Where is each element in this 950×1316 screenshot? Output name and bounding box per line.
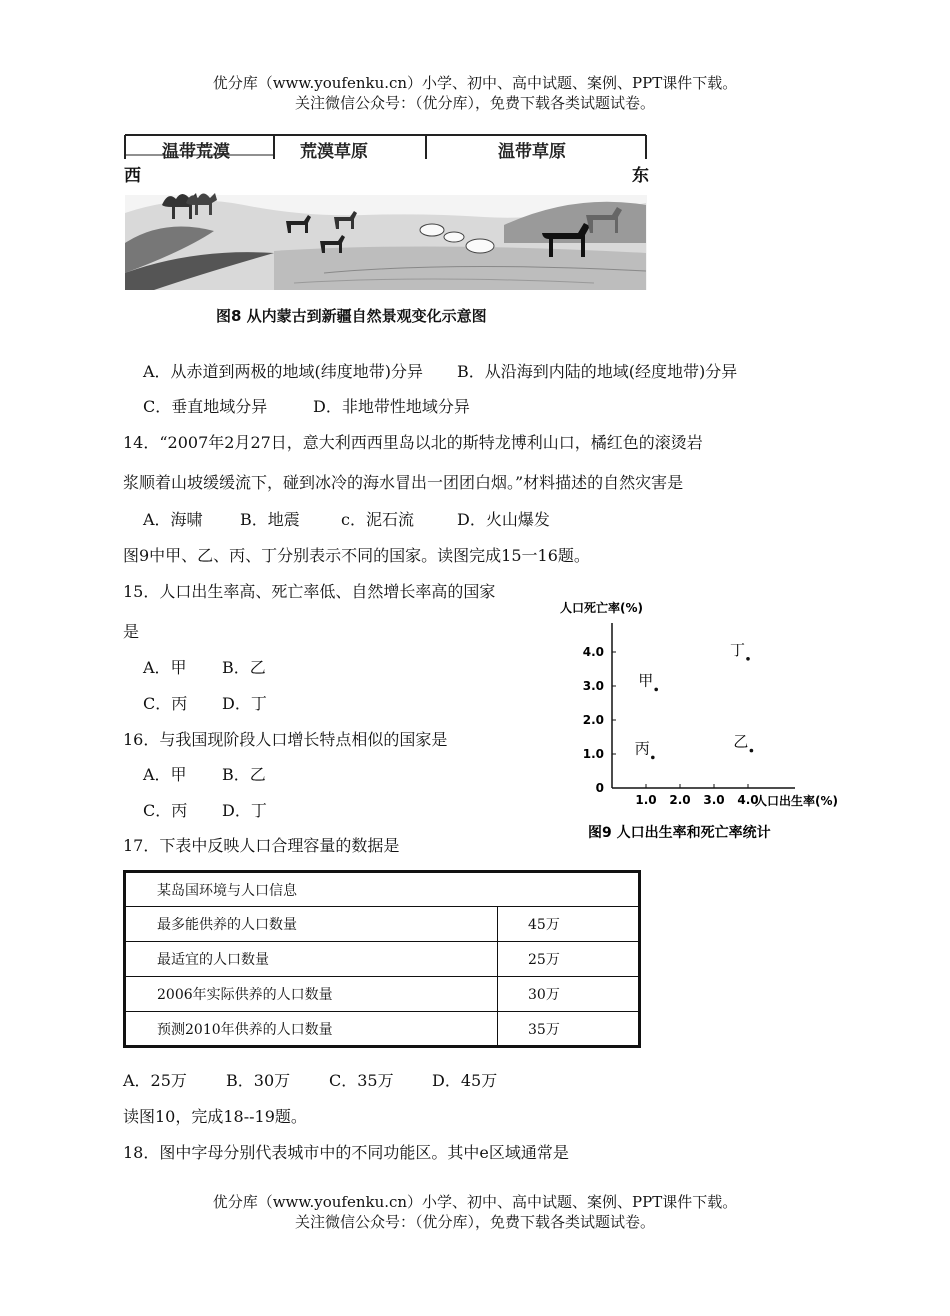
y-tick-label: 2.0 (582, 713, 604, 727)
header-line-2: 关注微信公众号：（优分库），免费下载各类试题试卷。 (294, 94, 655, 112)
q14-stem-line-1: 14．“2007年2月27日，意大利西西里岛以北的斯特龙博利山口，橘红色的滚烫岩 (123, 433, 703, 452)
data-point (746, 657, 750, 661)
q15-option-c: C．丙 (143, 694, 188, 713)
figure-9-chart (560, 598, 880, 848)
data-point (654, 688, 658, 692)
table-cell-value: 45万 (498, 907, 640, 942)
table-title-row (125, 872, 640, 907)
q14-option-d: D．火山爆发 (457, 510, 550, 529)
q17-stem: 17．下表中反映人口合理容量的数据是 (123, 836, 400, 855)
figure-8-landscape (124, 133, 650, 333)
q15-option-a: A．甲 (143, 658, 187, 677)
table-cell-label: 最适宜的人口数量 (125, 942, 498, 977)
data-point (750, 749, 754, 753)
table-row (125, 977, 640, 1012)
x-tick-label: 4.0 (737, 793, 759, 807)
table-cell-value: 25万 (498, 942, 640, 977)
q15-option-b: B．乙 (222, 658, 266, 677)
chart-xlabel: 人口出生率(%) (755, 794, 838, 808)
q15-option-d: D．丁 (222, 694, 267, 713)
table-row (125, 1012, 640, 1047)
table-cell-label: 预测2010年供养的人口数量 (125, 1012, 498, 1047)
chart-svg (560, 598, 880, 848)
q16-stem: 16．与我国现阶段人口增长特点相似的国家是 (123, 730, 448, 749)
q14-option-b: B．地震 (240, 510, 300, 529)
q18-stem: 18．图中字母分别代表城市中的不同功能区。其中e区域通常是 (123, 1143, 569, 1162)
chart-points (635, 641, 753, 759)
q17-option-a: A．25万 (123, 1071, 187, 1090)
data-point-label: 甲 (638, 671, 654, 690)
x-tick-label: 1.0 (635, 793, 657, 807)
header-line-1: 优分库（www.youfenku.cn）小学、初中、高中试题、案例、PPT课件下载。 (212, 74, 738, 92)
population-info-table (123, 870, 641, 1048)
q14-stem-line-2: 浆顺着山坡缓缓流下，碰到冰冷的海水冒出一团团白烟。”材料描述的自然灾害是 (123, 473, 684, 492)
band-desert-steppe: 荒漠草原 (300, 142, 368, 162)
table-row (125, 907, 640, 942)
q16-option-c: C．丙 (143, 801, 188, 820)
y-tick-label: 0 (595, 781, 604, 795)
q15-stem-line-2: 是 (123, 622, 140, 641)
q13-option-b: B．从沿海到内陆的地域(经度地带)分异 (457, 362, 738, 381)
q16-option-a: A．甲 (143, 765, 187, 784)
footer-line-2: 关注微信公众号：（优分库），免费下载各类试题试卷。 (294, 1213, 655, 1231)
q17-option-d: D．45万 (432, 1071, 498, 1090)
chart-title: 图9 人口出生率和死亡率统计 (588, 825, 771, 841)
q16-option-b: B．乙 (222, 765, 266, 784)
footer-line-1: 优分库（www.youfenku.cn）小学、初中、高中试题、案例、PPT课件下载。 (212, 1193, 738, 1211)
y-tick-label: 1.0 (582, 747, 604, 761)
chart-ylabel: 人口死亡率(%) (560, 601, 643, 615)
q13-option-c: C．垂直地域分异 (143, 397, 268, 416)
q16-option-d: D．丁 (222, 801, 267, 820)
direction-east: 东 (632, 166, 649, 186)
table-title: 某岛国环境与人口信息 (125, 872, 640, 907)
table-row (125, 942, 640, 977)
direction-west: 西 (124, 166, 141, 186)
y-tick-label: 3.0 (582, 679, 604, 693)
q14-option-a: A．海啸 (143, 510, 203, 529)
figure-8-caption: 图8 从内蒙古到新疆自然景观变化示意图 (216, 307, 487, 325)
q13-option-a: A．从赤道到两极的地域(纬度地带)分异 (143, 362, 424, 381)
q14-option-c: c．泥石流 (341, 510, 414, 529)
page-header (0, 73, 950, 113)
x-tick-label: 2.0 (669, 793, 691, 807)
data-point-label: 丁 (730, 640, 746, 659)
q15-stem-line-1: 15．人口出生率高、死亡率低、自然增长率高的国家 (123, 582, 496, 601)
band-temperate-desert: 温带荒漠 (162, 142, 230, 162)
data-point-label: 乙 (733, 732, 749, 751)
table-cell-label: 最多能供养的人口数量 (125, 907, 498, 942)
band-temperate-steppe: 温带草原 (498, 142, 566, 162)
x-tick-label: 3.0 (703, 793, 725, 807)
data-point (651, 756, 655, 760)
data-point-label: 丙 (634, 739, 650, 758)
y-tick-label: 4.0 (582, 645, 604, 659)
table-cell-value: 35万 (498, 1012, 640, 1047)
q13-option-d: D．非地带性地域分异 (313, 397, 470, 416)
table-cell-value: 30万 (498, 977, 640, 1012)
q17-option-c: C．35万 (329, 1071, 394, 1090)
chart-axes (583, 623, 795, 807)
page-footer (0, 1192, 950, 1232)
table-cell-label: 2006年实际供养的人口数量 (125, 977, 498, 1012)
q15-16-intro: 图9中甲、乙、丙、丁分别表示不同的国家。读图完成15一16题。 (123, 546, 590, 565)
q17-option-b: B．30万 (226, 1071, 291, 1090)
q18-19-intro: 读图10，完成18--19题。 (123, 1107, 307, 1126)
